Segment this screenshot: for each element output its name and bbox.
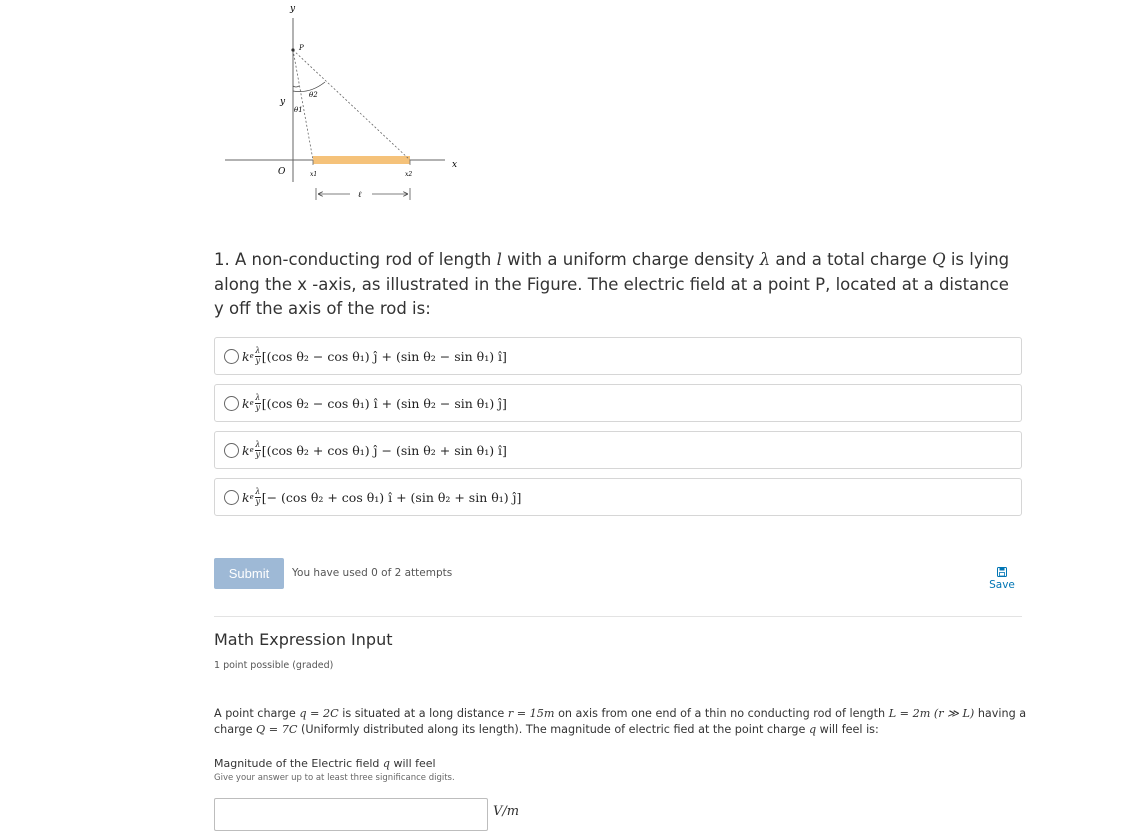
point-p-dot [291,48,294,51]
save-icon [997,567,1007,577]
theta2-label: θ2 [309,91,318,99]
symbol-lambda: λ [759,250,771,269]
symbol-l: l [496,250,502,269]
answer-hint: Give your answer up to at least three significance digits. [214,773,455,783]
unit-label: V/m [493,804,520,819]
distance-y-label: y [280,97,286,107]
choice-3[interactable] [214,431,1022,469]
attempts-status: You have used 0 of 2 attempts [292,567,453,579]
question-text [214,248,1014,322]
choice-2[interactable] [214,384,1022,422]
save-label: Save [989,579,1015,591]
question-part-3: and a total charge [775,250,927,269]
origin-label: O [278,167,286,177]
choice-1[interactable] [214,337,1022,375]
q-symbol: q [808,723,817,736]
question-part-1: A non-conducting rod of length [235,250,492,269]
save-button[interactable] [985,567,1019,591]
x-axis-label: x [452,160,458,170]
radio-button[interactable] [224,490,239,505]
points-info: 1 point possible (graded) [214,660,334,671]
choice-2-text: k e $\frac{\lambda}{y}$ [(cos θ₂ − cos θ₁) î + (sin θ₂ − sin θ₁) ĵ] [242,393,507,412]
radio-button[interactable] [224,349,239,364]
radio-button[interactable] [224,396,239,411]
choice-3-text: k e $\frac{\lambda}{y}$ [(cos θ₂ + cos θ₁) ĵ − (sin θ₂ + sin θ₁) î] [242,440,507,459]
charge-expression: Q = 7C [256,723,298,736]
radio-button[interactable] [224,443,239,458]
theta1-label: θ1 [294,106,303,114]
symbol-q: Q [932,250,946,269]
theta1-arc [293,86,299,87]
length-label: ℓ [358,190,362,199]
y-axis-label: y [290,4,296,14]
x2-label: x2 [405,171,413,178]
point-p-label: P [299,44,304,52]
condition-expression: (r ≫ L) [933,707,975,720]
answer-label: Magnitude of the Electric field q will feel [214,757,436,770]
answer-input[interactable] [214,798,488,831]
problem-text: A point charge q = 2C is situated at a long distance r = 15m on axis from one end of a thin no conducting rod of length L = 2m (r ≫ L) having a charge Q = 7C (Uniformly distributed along its length). The magnitude of electric fied at the point charge q will feel is: [214,707,1027,736]
section-title: Math Expression Input [214,630,393,649]
choice-4-text: k e $\frac{\lambda}{y}$ [− (cos θ₂ + cos θ₁) î + (sin θ₂ + sin θ₁) ĵ] [242,487,522,506]
section-divider [214,616,1022,617]
charged-rod [313,156,410,164]
submit-button[interactable]: Submit [214,558,284,589]
rod-field-figure [220,0,470,215]
r-expression: r = 15m [507,707,555,720]
question-part-2: with a uniform charge density [507,250,755,269]
q-expression: q = 2C [299,707,339,720]
choice-4[interactable] [214,478,1022,516]
dashed-line-x2 [293,50,410,160]
question-part-4: is lying along the x -axis, as illustrated in the Figure. The electric field at a point P, located at a distance y off the axis of the rod is: [214,250,1010,318]
l-expression: L = 2m [888,707,931,720]
question-number: 1. [214,250,230,269]
x1-label: x1 [310,171,318,178]
choice-1-text: k e $\frac{\lambda}{y}$ [(cos θ₂ − cos θ₁) ĵ + (sin θ₂ − sin θ₁) î] [242,346,507,365]
dashed-line-x1 [293,50,313,160]
